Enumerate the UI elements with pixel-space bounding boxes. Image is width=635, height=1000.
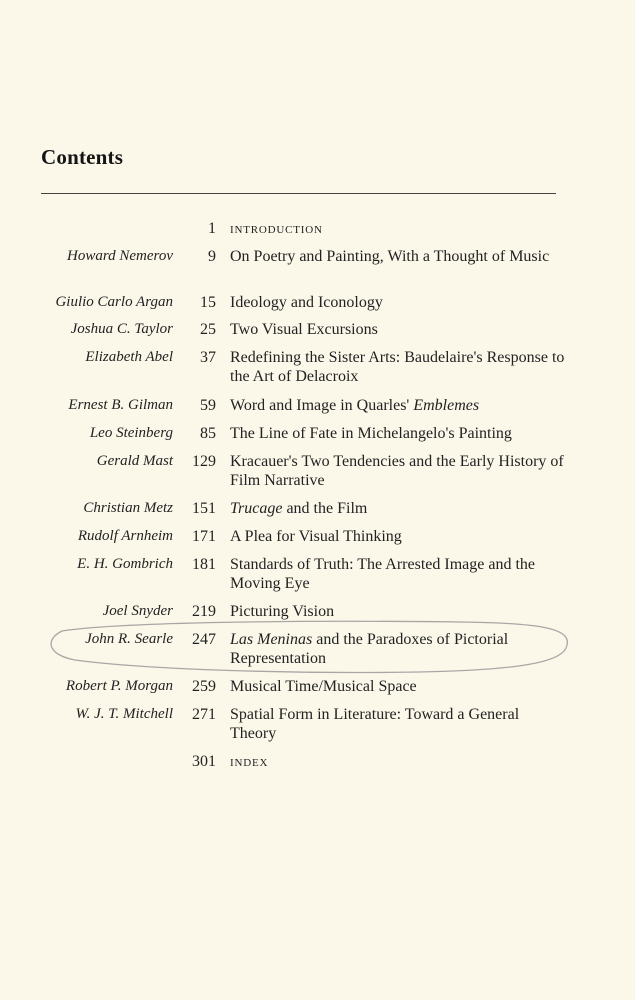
entry-title: A Plea for Visual Thinking — [230, 528, 402, 545]
entry-author: Christian Metz — [83, 500, 173, 516]
page-number: 259 — [192, 678, 216, 695]
entry-title: INTRODUCTION — [230, 224, 323, 236]
entry-title: Two Visual Excursions — [230, 321, 378, 338]
entry-author: Ernest B. Gilman — [68, 397, 173, 413]
page-number: 59 — [200, 397, 216, 414]
page-number: 247 — [192, 631, 216, 648]
entry-author: Howard Nemerov — [67, 248, 173, 264]
page-number: 151 — [192, 500, 216, 517]
page-title: Contents — [41, 145, 124, 169]
entry-title: Picturing Vision — [230, 603, 335, 620]
entry-author: Rudolf Arnheim — [77, 528, 173, 544]
entry-author: Giulio Carlo Argan — [55, 294, 173, 310]
entry-title-italic: Emblemes — [413, 397, 480, 414]
entry-author: W. J. T. Mitchell — [75, 706, 173, 722]
entry-author: Joshua C. Taylor — [70, 321, 173, 337]
page-number: 37 — [200, 349, 216, 366]
page-number: 171 — [192, 528, 216, 545]
entry-author: John R. Searle — [85, 631, 173, 647]
entry-title — [230, 630, 565, 668]
entry-title-italic: Las Meninas — [230, 631, 313, 648]
entry-author: Joel Snyder — [102, 603, 173, 619]
page-number: 25 — [200, 321, 216, 338]
entry-title: Musical Time/Musical Space — [230, 678, 417, 695]
entry-author: Robert P. Morgan — [65, 678, 173, 694]
page-number: 9 — [208, 248, 216, 265]
entry-title: Ideology and Iconology — [230, 294, 383, 311]
entry-author: Leo Steinberg — [89, 425, 173, 441]
entry-title: Standards of Truth: The Arrested Image and the Moving Eye — [230, 556, 535, 592]
page-number: 219 — [192, 603, 216, 620]
entry-title-italic: Trucage — [230, 500, 283, 517]
page-number: 85 — [200, 425, 216, 442]
entry-title: INDEX — [230, 757, 269, 769]
entry-title: Kracauer's Two Tendencies and the Early History of Film Narrative — [230, 453, 564, 489]
page-number: 271 — [192, 706, 216, 723]
page-number: 181 — [192, 556, 216, 573]
entry-title-text: and the Paradoxes of Pictorial Representation — [230, 631, 509, 667]
entry-author: Gerald Mast — [96, 453, 173, 469]
entry-title: The Line of Fate in Michelangelo's Painting — [230, 425, 512, 442]
page-number: 301 — [192, 753, 216, 770]
entry-author: E. H. Gombrich — [77, 556, 173, 572]
entry-title: Spatial Form in Literature: Toward a General Theory — [230, 706, 520, 742]
heading-rule — [41, 193, 556, 194]
entry-title: On Poetry and Painting, With a Thought of Music — [230, 248, 550, 265]
entry-title: Redefining the Sister Arts: Baudelaire's Response to the Art of Delacroix — [230, 349, 565, 385]
entry-title — [230, 396, 565, 415]
page-number: 129 — [192, 453, 216, 470]
entry-author: Elizabeth Abel — [85, 349, 173, 365]
entry-title-text: and the Film — [282, 500, 368, 517]
entry-title-text: Word and Image in Quarles' — [230, 397, 414, 414]
page-number: 1 — [208, 220, 216, 237]
entry-title — [230, 499, 565, 518]
page-number: 15 — [200, 294, 216, 311]
